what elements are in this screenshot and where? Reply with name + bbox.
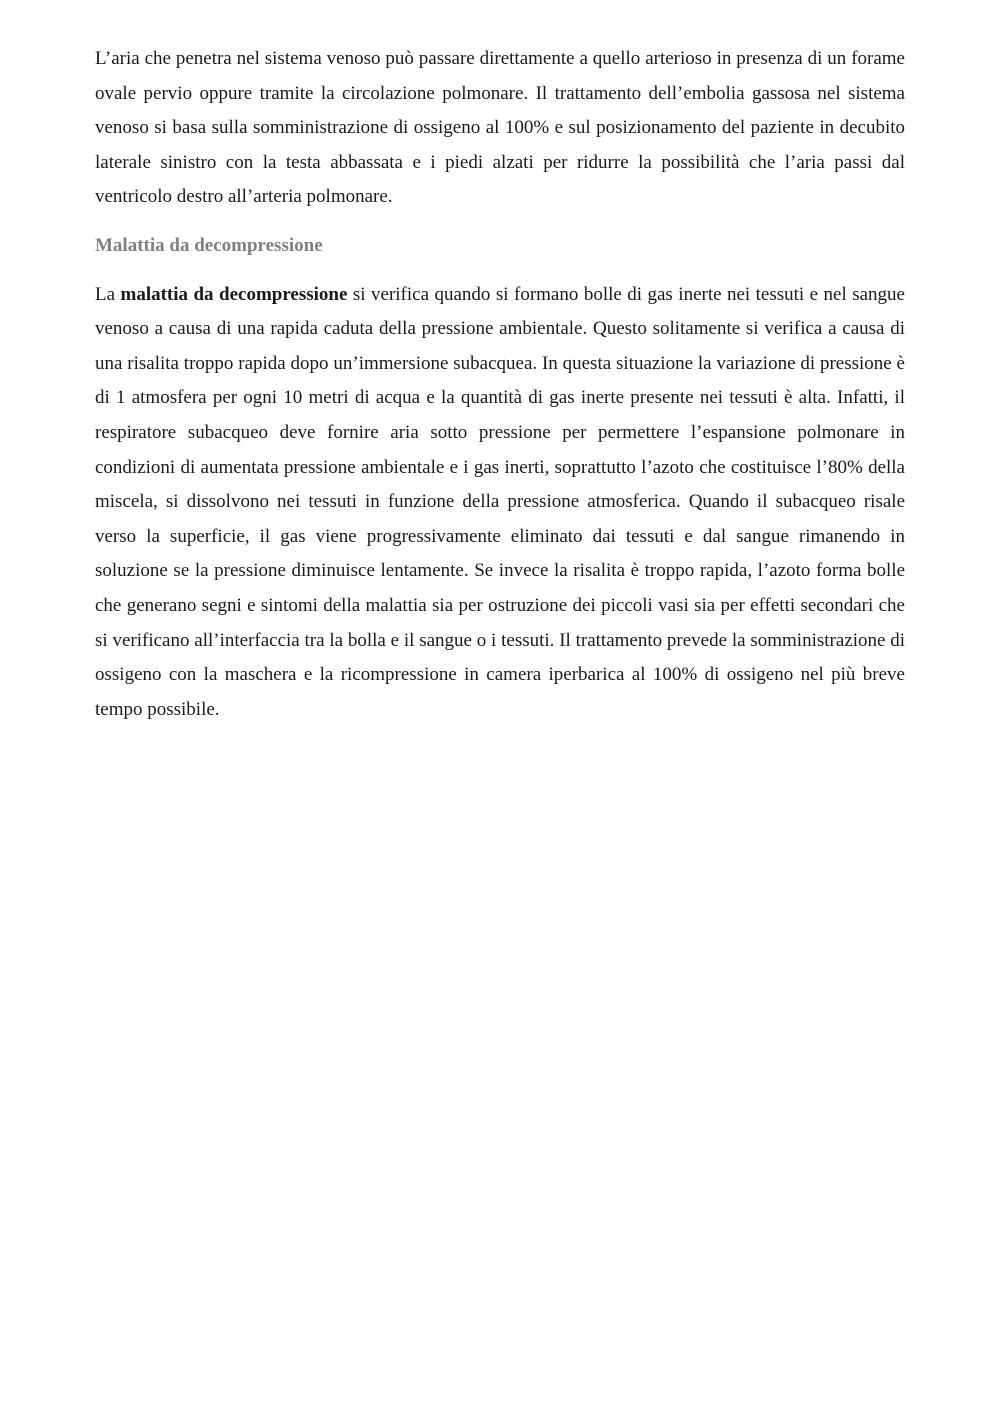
- paragraph-body: si verifica quando si formano bolle di gas inerte nei tessuti e nel sangue venoso a causa di una rapida caduta della pressione ambientale. Questo solitamente si verifica a causa di una risalita troppo rapida dopo un’immersione subacquea. In questa situazione la variazione di pressione è di 1 atmosfera per ogni 10 metri di acqua e la quantità di gas inerte presente nei tessuti è alta. Infatti, il respiratore subacqueo deve fornire aria sotto pressione per permettere l’espansione polmonare in condizioni di aumentata pressione ambientale e i gas inerti, soprattutto l’azoto che costituisce l’80% della miscela, si dissolvono nei tessuti in funzione della pressione atmosferica. Quando il subacqueo risale verso la superficie, il gas viene progressivamente eliminato dai tessuti e dal sangue rimanendo in soluzione se la pressione diminuisce lentamente. Se invece la risalita è troppo rapida, l’azoto forma bolle che generano segni e sintomi della malattia sia per ostruzione dei piccoli vasi sia per effetti secondari che si verificano all’interfaccia tra la bolla e il sangue o i tessuti. Il trattamento prevede la somministrazione di ossigeno con la maschera e la ricompressione in camera iperbarica al 100% di ossigeno nel più breve tempo possibile.: [95, 283, 905, 720]
- paragraph-prefix: La: [95, 283, 121, 305]
- bold-term: malattia da decompressione: [120, 283, 348, 305]
- section-heading: Malattia da decompressione: [95, 234, 323, 256]
- document-page: [95, 42, 905, 727]
- paragraph-malattia-decompressione: [95, 278, 905, 728]
- paragraph-embolia-gassosa: L’aria che penetra nel sistema venoso può passare direttamente a quello arterioso in presenza di un forame ovale pervio oppure tramite la circolazione polmonare. Il trattamento dell’embolia gassosa nel sistema venoso si basa sulla somministrazione di ossigeno al 100% e sul posizionamento del paziente in decubito laterale sinistro con la testa abbassata e i piedi alzati per ridurre la possibilità che l’aria passi dal ventricolo destro all’arteria polmonare.: [95, 48, 905, 208]
